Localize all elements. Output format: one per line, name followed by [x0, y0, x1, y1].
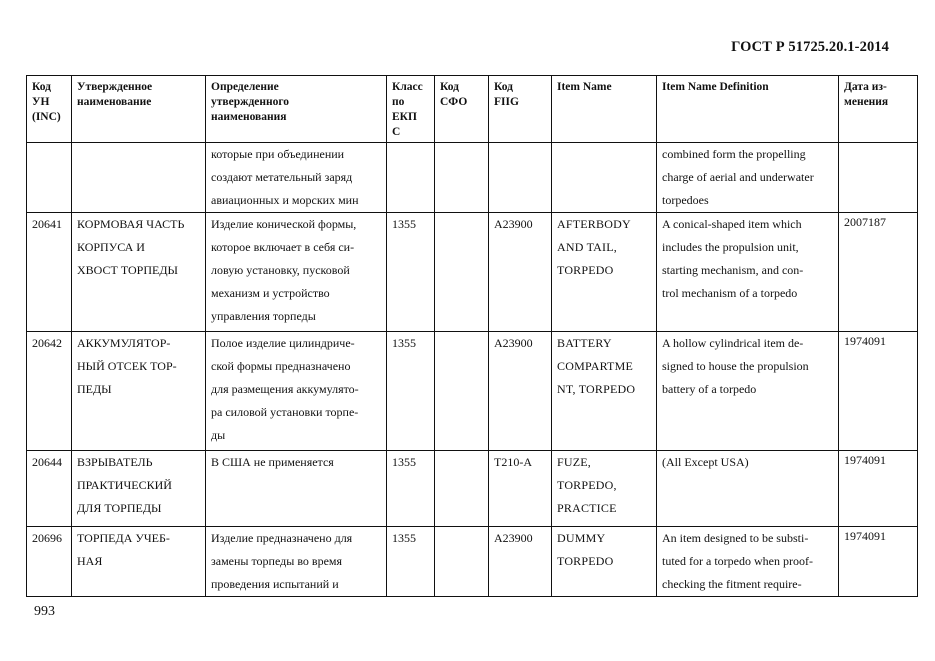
column-header-item-name: Item Name [552, 76, 657, 143]
cell-change-date: 1974091 [839, 451, 918, 527]
cell-item-name [552, 143, 657, 213]
cell-sfo [435, 143, 489, 213]
cell-fiig [489, 143, 552, 213]
cell-fiig: A23900 [489, 332, 552, 451]
cell-sfo [435, 451, 489, 527]
column-header-sfo: Код СФО [435, 76, 489, 143]
column-header-approved-name: Утвержденное наименование [72, 76, 206, 143]
cell-item-definition: An item designed to be substi- tuted for a torpedo when proof- checking the fitment require- [657, 527, 839, 597]
cell-sfo [435, 213, 489, 332]
cell-item-definition: A conical-shaped item which includes the propulsion unit, starting mechanism, and con- trol mechanism of a torpedo [657, 213, 839, 332]
table-row [27, 527, 918, 597]
nomenclature-table [26, 75, 918, 597]
table-row [27, 143, 918, 213]
cell-inc: 20696 [27, 527, 72, 597]
cell-name-definition: Изделие конической формы, которое включает в себя си- ловую установку, пусковой механизм и устройство управления торпеды [206, 213, 387, 332]
cell-class: 1355 [387, 213, 435, 332]
cell-class [387, 143, 435, 213]
cell-change-date [839, 143, 918, 213]
cell-approved-name: ТОРПЕДА УЧЕБ- НАЯ [72, 527, 206, 597]
column-header-fiig: Код FIIG [489, 76, 552, 143]
cell-class: 1355 [387, 332, 435, 451]
cell-approved-name: ВЗРЫВАТЕЛЬ ПРАКТИЧЕСКИЙ ДЛЯ ТОРПЕДЫ [72, 451, 206, 527]
column-header-item-definition: Item Name Definition [657, 76, 839, 143]
cell-item-name: DUMMY TORPEDO [552, 527, 657, 597]
cell-class: 1355 [387, 451, 435, 527]
cell-item-name: AFTERBODY AND TAIL, TORPEDO [552, 213, 657, 332]
page-number: 993 [34, 604, 55, 619]
cell-name-definition: Полое изделие цилиндриче- ской формы предназначено для размещения аккумулято- ра силовой установки торпе- ды [206, 332, 387, 451]
cell-name-definition: Изделие предназначено для замены торпеды во время проведения испытаний и [206, 527, 387, 597]
cell-inc: 20642 [27, 332, 72, 451]
table-row [27, 451, 918, 527]
column-header-inc: Код УН (INC) [27, 76, 72, 143]
cell-item-name: BATTERY COMPARTME NT, TORPEDO [552, 332, 657, 451]
cell-inc [27, 143, 72, 213]
cell-inc: 20644 [27, 451, 72, 527]
cell-item-definition: A hollow cylindrical item de- signed to house the propulsion battery of a torpedo [657, 332, 839, 451]
cell-fiig: A23900 [489, 527, 552, 597]
cell-fiig: A23900 [489, 213, 552, 332]
cell-class: 1355 [387, 527, 435, 597]
document-code: ГОСТ Р 51725.20.1-2014 [731, 39, 889, 55]
table-header-row [27, 76, 918, 143]
table-row [27, 332, 918, 451]
cell-sfo [435, 527, 489, 597]
column-header-class: Класс по ЕКП С [387, 76, 435, 143]
column-header-name-definition: Определение утвержденного наименования [206, 76, 387, 143]
cell-name-definition: которые при объединении создают метательный заряд авиационных и морских мин [206, 143, 387, 213]
cell-fiig: T210-A [489, 451, 552, 527]
cell-item-name: FUZE, TORPEDO, PRACTICE [552, 451, 657, 527]
cell-change-date: 2007187 [839, 213, 918, 332]
cell-item-definition: combined form the propelling charge of aerial and underwater torpedoes [657, 143, 839, 213]
cell-inc: 20641 [27, 213, 72, 332]
cell-item-definition: (All Except USA) [657, 451, 839, 527]
cell-approved-name: КОРМОВАЯ ЧАСТЬ КОРПУСА И ХВОСТ ТОРПЕДЫ [72, 213, 206, 332]
cell-change-date: 1974091 [839, 332, 918, 451]
cell-change-date: 1974091 [839, 527, 918, 597]
cell-name-definition: В США не применяется [206, 451, 387, 527]
cell-sfo [435, 332, 489, 451]
cell-approved-name [72, 143, 206, 213]
cell-approved-name: АККУМУЛЯТОР- НЫЙ ОТСЕК ТОР- ПЕДЫ [72, 332, 206, 451]
column-header-change-date: Дата из- менения [839, 76, 918, 143]
table-row [27, 213, 918, 332]
